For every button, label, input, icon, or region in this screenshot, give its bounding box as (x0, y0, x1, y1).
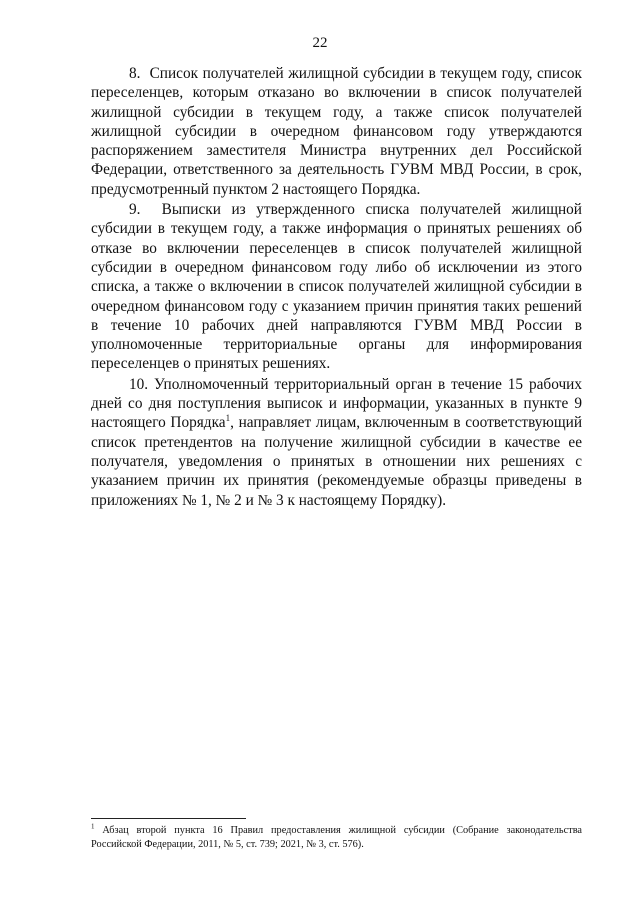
footnote-reference: 1 (225, 413, 231, 424)
paragraph-9 (91, 200, 582, 374)
document-body (91, 64, 582, 510)
footnote-separator (91, 818, 246, 819)
footnote-text: Абзац второй пункта 16 Правил предоставления жилищной субсидии (Собрание законодательства Российской Федерации, 2011, № 5, ст. 739; 2021, № 3, ст. 576). (91, 825, 582, 850)
paragraph-8-text: 8. Список получателей жилищной субсидии в текущем году, список переселенцев, которым отказано во включении в список получателей жилищной субсидии в текущем году, а также список получателей жилищной субсидии в очередном финансовом году утверждаются распоряжением заместителя Министра внутренних дел Российской Федерации, ответственного за деятельность ГУВМ МВД России, в срок, предусмотренный пунктом 2 настоящего Порядка. (91, 65, 582, 198)
paragraph-8 (91, 64, 582, 199)
paragraph-10-text-before: 10. Уполномоченный территориальный орган в течение 15 рабочих дней со дня поступления выписок и информации, указанных в пункте 9 настоящего Порядка (91, 375, 582, 432)
page-number: 22 (312, 35, 328, 51)
footnote (91, 824, 582, 852)
paragraph-10 (91, 375, 582, 510)
footnote-marker: 1 (91, 822, 95, 831)
paragraph-10-text-after: , направляет лицам, включенным в соответствующий список претендентов на получение жилищной субсидии в качестве ее получателя, уведомления о принятых в отношении них решениях с указанием причин их принятия (рекомендуемые образцы приведены в приложениях № 1, № 2 и № 3 к настоящему Порядку). (91, 414, 583, 509)
paragraph-9-text: 9. Выписки из утвержденного списка получателей жилищной субсидии в текущем году, а также информация о принятых решениях об отказе во включении переселенцев в список получателей жилищной субсидии в очередном финансовом году либо об исключении из этого списка, а также о включении в список получателей жилищной субсидии в очередном финансовом году с указанием причин принятия таких решений в течение 10 рабочих дней направляются ГУВМ МВД России в уполномоченные территориальные органы для информирования переселенцев о принятых решениях. (91, 201, 582, 373)
